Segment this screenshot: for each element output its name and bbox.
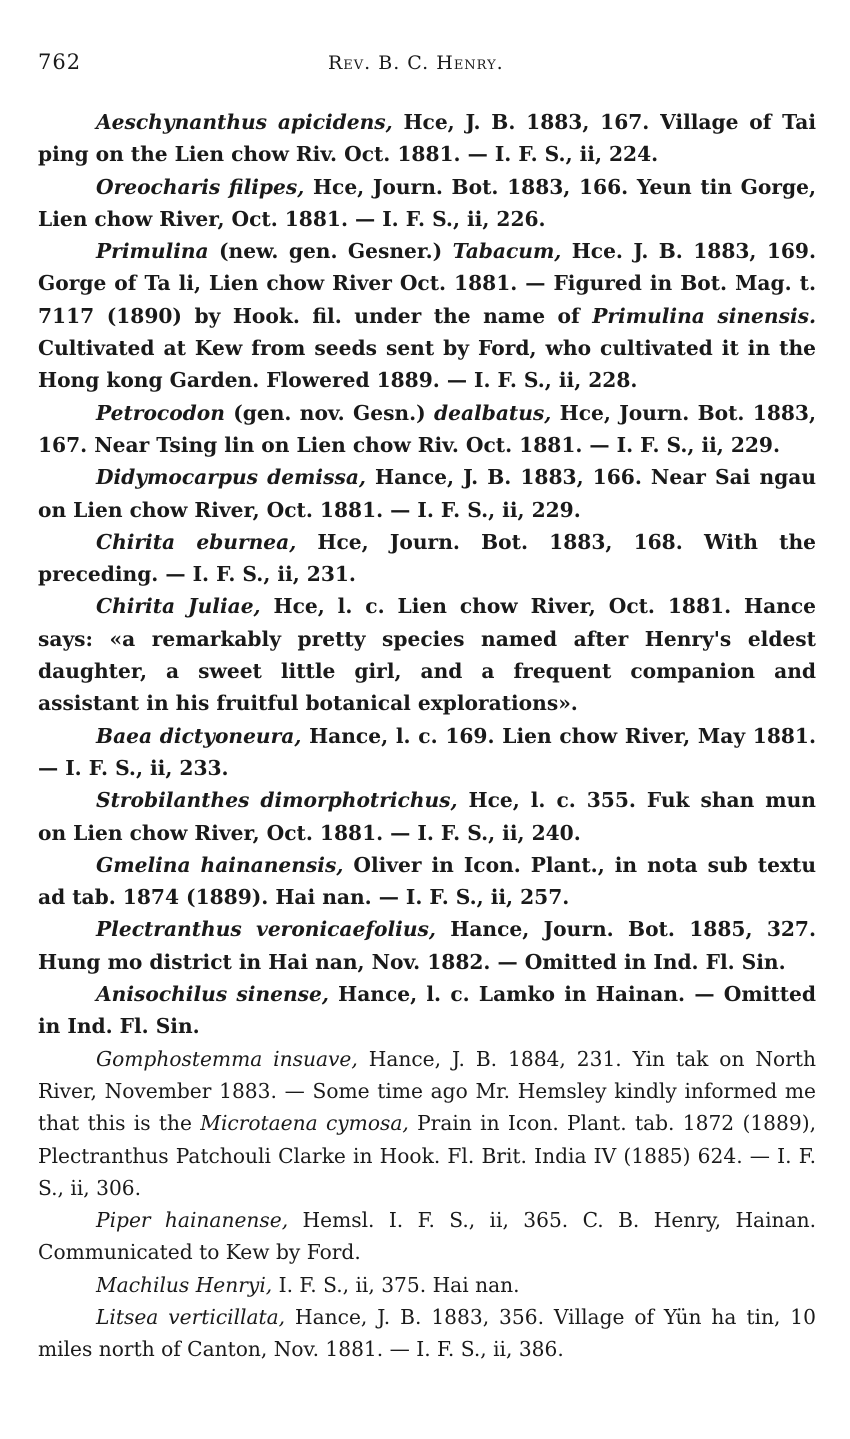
species-name: Aeschynanthus apicidens,	[96, 110, 393, 134]
species-name: Piper hainanense,	[96, 1208, 289, 1233]
entry-text: Hance, l. c. Lamko in Hainan. — Omitted in Ind. Fl. Sin.	[38, 982, 816, 1039]
species-name: Gmelina hainanensis,	[96, 852, 344, 877]
species-name: Microtaena cymosa,	[200, 1111, 409, 1136]
entry-text: Hance, Journ. Bot. 1885, 327. Hung mo district in Hai nan, Nov. 1882. — Omitted in Ind. Fl. Sin.	[38, 917, 816, 974]
entry-text: Hce, J. B. 1883, 167. Village of Tai ping on the Lien chow Riv. Oct. 1881. — I. F. S., ii, 224.	[38, 110, 816, 167]
species-name: Petrocodon	[96, 400, 225, 425]
entry-text: Hce, Journ. Bot. 1883, 167. Near Tsing lin on Lien chow Riv. Oct. 1881. — I. F. S., ii, 229.	[38, 400, 816, 457]
entry-text: Hce, Journ. Bot. 1883, 166. Yeun tin Gorge, Lien chow River, Oct. 1881. — I. F. S., ii, 226.	[38, 174, 816, 231]
species-name: Didymocarpus demissa,	[96, 465, 366, 490]
species-name: dealbatus,	[434, 400, 552, 425]
entry-text: Oliver in Icon. Plant., in nota sub textu ad tab. 1874 (1889). Hai nan. — I. F. S., ii, 257.	[38, 852, 816, 910]
entry-text: Hce. J. B. 1883, 169. Gorge of Ta li, Lien chow River Oct. 1881. — Figured in Bot. Mag. t. 7117 (1890) by Hook. fil. under the name of	[38, 239, 816, 328]
species-name: Chirita Juliae,	[96, 594, 261, 619]
species-entry	[38, 784, 816, 849]
species-entry	[38, 590, 816, 719]
species-list	[38, 106, 816, 1366]
species-name: Machilus Henryi,	[96, 1272, 273, 1297]
species-name: Primulina sinensis.	[592, 303, 817, 328]
entry-text: Prain in Icon. Plant. tab. 1872 (1889), Plectranthus Patchouli Clarke in Hook. Fl. Brit. India IV (1885) 624. — I. F. S., ii, 306.	[38, 1111, 816, 1200]
page-header	[38, 50, 818, 80]
species-entry	[38, 1269, 816, 1301]
species-name: Gomphostemma insuave,	[96, 1046, 358, 1071]
species-entry	[38, 106, 816, 171]
species-name: Strobilanthes dimorphotrichus,	[96, 788, 458, 813]
species-entry	[38, 720, 816, 785]
entry-text: Hance, l. c. 169. Lien chow River, May 1881. — I. F. S., ii, 233.	[38, 723, 817, 780]
species-entry	[38, 1301, 816, 1366]
species-entry	[38, 1043, 816, 1204]
entry-text: Hce, l. c. Lien chow River, Oct. 1881. Hance says: «a remarkably pretty species named after Henry's eldest daughter, a sweet little girl, and a frequent companion and assistant in his fruitful botanical explorations».	[38, 594, 816, 716]
entry-text: I. F. S., ii, 375. Hai nan.	[272, 1272, 520, 1297]
species-entry	[38, 397, 816, 462]
entry-text: Hance, J. B. 1884, 231. Yin tak on North River, November 1883. — Some time ago Mr. Hemsley kindly informed me that this is the	[38, 1046, 816, 1136]
species-name: Oreocharis filipes,	[96, 174, 305, 199]
species-entry	[38, 978, 816, 1043]
entry-text: (new. gen. Gesner.)	[208, 239, 453, 264]
entry-text: (gen. nov. Gesn.)	[224, 400, 435, 425]
species-entry	[38, 913, 816, 978]
entry-text: Hance, J. B. 1883, 356. Village of Yün ha tin, 10 miles north of Canton, Nov. 1881. — I. F. S., ii, 386.	[38, 1304, 816, 1362]
species-entry	[38, 461, 816, 526]
species-name: Baea dictyoneura,	[96, 723, 302, 748]
species-name: Litsea verticillata,	[96, 1304, 286, 1329]
entry-text: Hce, Journ. Bot. 1883, 168. With the preceding. — I. F. S., ii, 231.	[38, 529, 816, 587]
species-name: Tabacum,	[452, 239, 562, 264]
species-entry	[38, 235, 816, 396]
species-name: Primulina	[96, 239, 209, 264]
species-entry	[38, 1204, 816, 1269]
species-name: Chirita eburnea,	[96, 529, 297, 554]
running-head: Rev. B. C. Henry.	[328, 52, 504, 74]
species-name: Anisochilus sinense,	[96, 982, 329, 1007]
entry-text: Hemsl. I. F. S., ii, 365. C. B. Henry, Hainan. Communicated to Kew by Ford.	[38, 1208, 816, 1265]
species-entry	[38, 526, 816, 591]
entry-text: Hce, l. c. 355. Fuk shan mun on Lien chow River, Oct. 1881. — I. F. S., ii, 240.	[38, 788, 816, 845]
page-number: 762	[38, 50, 82, 74]
species-name: Plectranthus veronicaefolius,	[96, 917, 436, 942]
species-entry	[38, 849, 816, 914]
entry-text: Cultivated at Kew from seeds sent by Ford, who cultivated it in the Hong kong Garden. Flowered 1889. — I. F. S., ii, 228.	[38, 336, 816, 393]
entry-text: Hance, J. B. 1883, 166. Near Sai ngau on Lien chow River, Oct. 1881. — I. F. S., ii, 229.	[38, 465, 816, 522]
species-entry	[38, 171, 816, 236]
